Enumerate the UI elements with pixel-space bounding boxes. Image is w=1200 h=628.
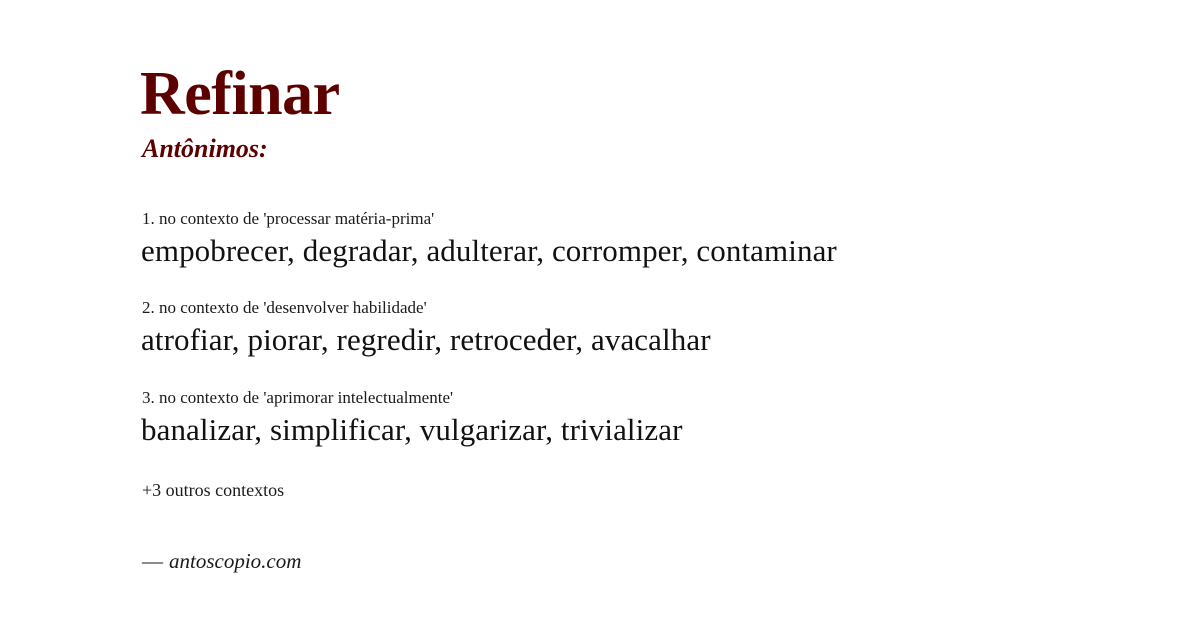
more-contexts-label: +3 outros contextos [142, 480, 285, 501]
sense-context-label: 2. no contexto de 'desenvolver habilidade' [142, 298, 427, 318]
em-dash: — [142, 549, 163, 574]
section-subtitle: Antônimos: [142, 134, 268, 164]
sense-entry [140, 297, 1200, 361]
sense-antonyms: empobrecer, degradar, adulterar, corromper, contaminar [141, 232, 837, 268]
sense-entry [140, 208, 1200, 272]
source-attribution [142, 549, 1200, 574]
sense-entry [140, 387, 1200, 451]
page-title: Refinar [140, 60, 340, 128]
senses-list [140, 208, 1200, 451]
sense-antonyms: banalizar, simplificar, vulgarizar, trivializar [141, 412, 683, 448]
sense-context-label: 3. no contexto de 'aprimorar intelectualmente' [142, 387, 454, 407]
sense-context-label: 1. no contexto de 'processar matéria-prima' [142, 208, 435, 228]
sense-antonyms: atrofiar, piorar, regredir, retroceder, avacalhar [141, 322, 711, 358]
source-site-name: antoscopio.com [169, 549, 302, 574]
